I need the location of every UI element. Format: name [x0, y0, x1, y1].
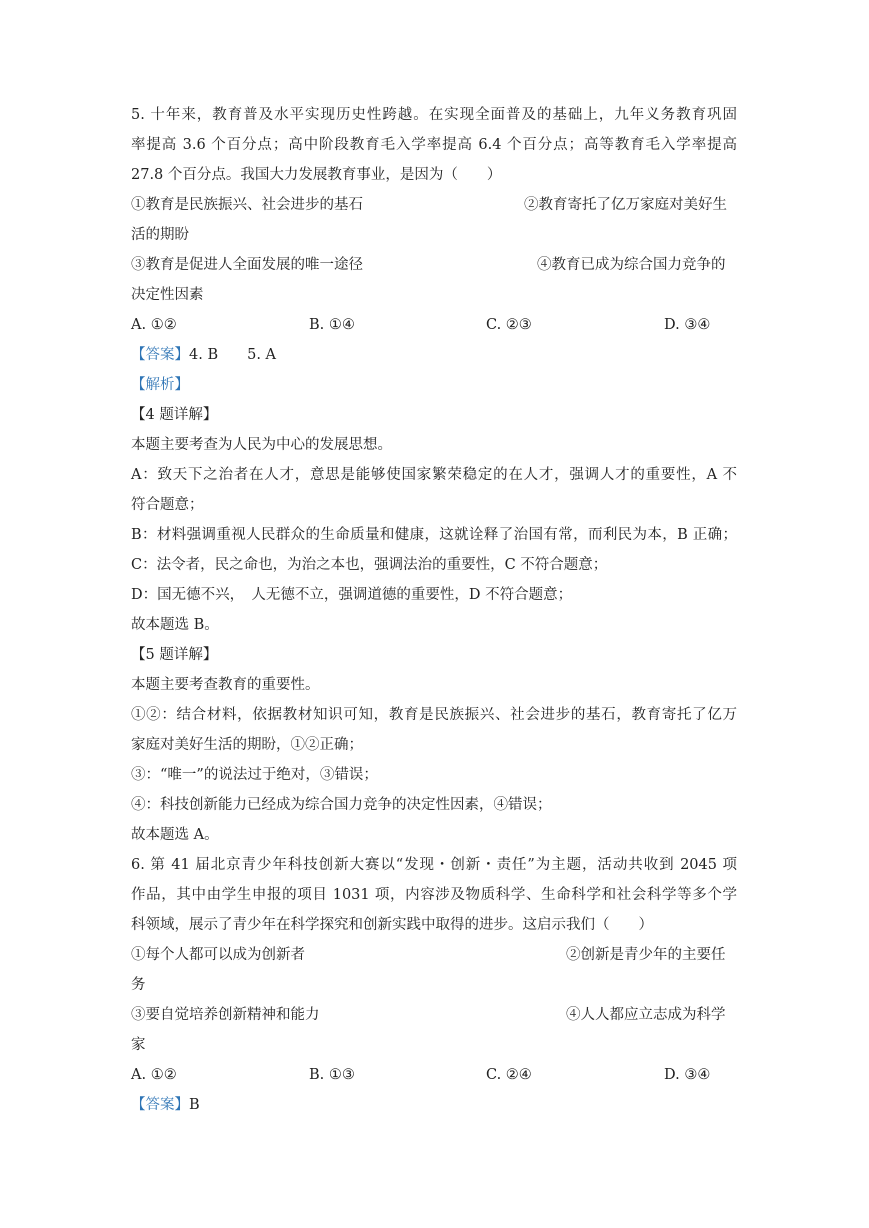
q5-detail-line-1: 本题主要考查教育的重要性。	[131, 677, 320, 693]
q5-statement-2: ②教育寄托了亿万家庭对美好生	[524, 197, 727, 213]
q5-stem-line-3: 27.8 个百分点。我国大力发展教育事业，是因为（ ）	[131, 167, 502, 183]
q5-stem-line-1: 5. 十年来，教育普及水平实现历史性跨越。在实现全面普及的基础上，九年义务教育巩固	[131, 107, 737, 123]
answer-text-6: B	[189, 1097, 200, 1113]
answer-line-4-5	[131, 345, 276, 365]
q5-statement-1: ①教育是民族振兴、社会进步的基石	[131, 197, 363, 213]
answer-tag-6: 【答案】	[131, 1097, 189, 1113]
q5-option-b: B. ①④	[309, 317, 355, 333]
q5-option-c: C. ②③	[486, 317, 532, 333]
q6-option-d: D. ③④	[664, 1067, 711, 1083]
answer-text: 4. B 5. A	[189, 347, 277, 363]
q5-detail-line-5: ④：科技创新能力已经成为综合国力竞争的决定性因素，④错误；	[131, 797, 552, 813]
q6-option-a: A. ①②	[131, 1067, 177, 1083]
q5-detail-line-3: 家庭对美好生活的期盼，①②正确；	[131, 737, 363, 753]
q5-statement-3: ③教育是促进人全面发展的唯一途径	[131, 257, 363, 273]
q6-stem-line-3: 科领域，展示了青少年在科学探究和创新实践中取得的进步。这启示我们（ ）	[131, 917, 653, 933]
q5-statement-4: ④教育已成为综合国力竞争的	[537, 257, 726, 273]
q5-detail-line-4: ③：“唯一”的说法过于绝对，③错误；	[131, 767, 378, 783]
q6-statement-2-cont: 务	[131, 977, 146, 993]
q6-statement-3: ③要自觉培养创新精神和能力	[131, 1007, 320, 1023]
q5-option-a: A. ①②	[131, 317, 177, 333]
q4-detail-line-4: B：材料强调重视人民群众的生命质量和健康，这就诠释了治国有常，而利民为本，B 正确；	[131, 527, 737, 543]
analysis-tag: 【解析】	[131, 377, 189, 393]
q6-statement-4-cont: 家	[131, 1037, 146, 1053]
q5-stem-line-2: 率提高 3.6 个百分点；高中阶段教育毛入学率提高 6.4 个百分点；高等教育毛入学率提高	[131, 137, 737, 153]
answer-line-6	[131, 1095, 200, 1115]
q6-statement-1: ①每个人都可以成为创新者	[131, 947, 305, 963]
q4-detail-line-7: 故本题选 B。	[131, 617, 219, 633]
q6-option-b: B. ①③	[309, 1067, 355, 1083]
q6-statement-2: ②创新是青少年的主要任	[566, 947, 726, 963]
q5-statement-2-cont: 活的期盼	[131, 227, 189, 243]
q4-detail-heading: 【4 题详解】	[131, 407, 218, 423]
q4-detail-line-6: D：国无德不兴， 人无德不立，强调道德的重要性，D 不符合题意；	[131, 587, 573, 603]
q6-statement-4: ④人人都应立志成为科学	[566, 1007, 726, 1023]
q6-option-c: C. ②④	[486, 1067, 532, 1083]
q4-detail-line-2: A：致天下之治者在人才，意思是能够使国家繁荣稳定的在人才，强调人才的重要性，A 不	[131, 467, 737, 483]
q6-stem-line-1: 6. 第 41 届北京青少年科技创新大赛以“发现・创新・责任”为主题，活动共收到 2045 项	[131, 857, 737, 873]
q5-statement-4-cont: 决定性因素	[131, 287, 204, 303]
q6-stem-line-2: 作品，其中由学生申报的项目 1031 项，内容涉及物质科学、生命科学和社会科学等多个学	[131, 887, 737, 903]
q5-detail-line-6: 故本题选 A。	[131, 827, 219, 843]
answer-tag: 【答案】	[131, 347, 189, 363]
q4-detail-line-5: C：法令者，民之命也，为治之本也，强调法治的重要性，C 不符合题意；	[131, 557, 608, 573]
q5-option-d: D. ③④	[664, 317, 711, 333]
q5-detail-line-2: ①②：结合材料，依据教材知识可知，教育是民族振兴、社会进步的基石，教育寄托了亿万	[131, 707, 737, 723]
q5-detail-heading: 【5 题详解】	[131, 647, 218, 663]
q4-detail-line-3: 符合题意；	[131, 497, 204, 513]
q4-detail-line-1: 本题主要考查为人民为中心的发展思想。	[131, 437, 392, 453]
